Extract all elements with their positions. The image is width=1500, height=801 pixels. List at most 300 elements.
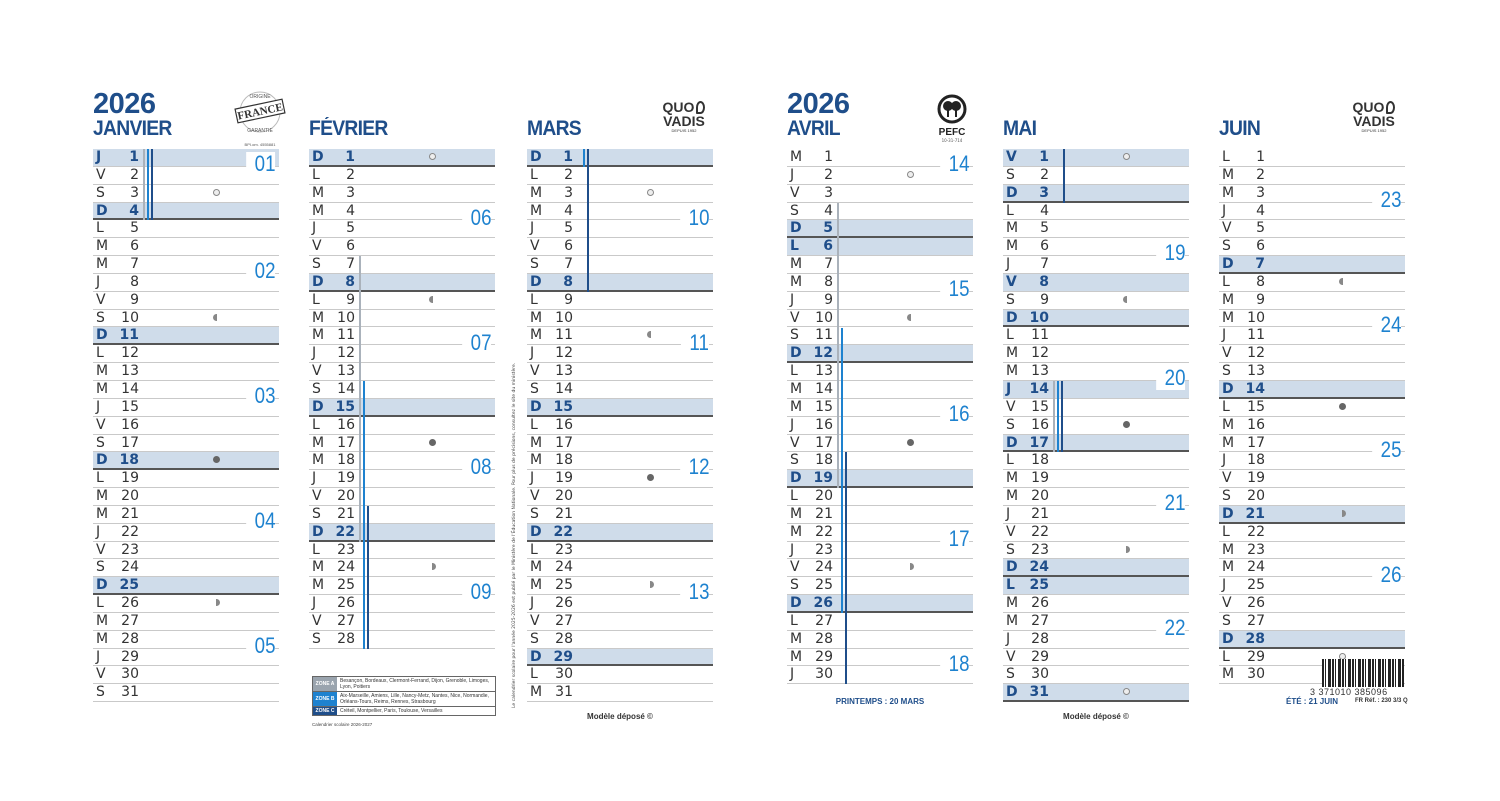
quovadis-line2: VADIS: [663, 113, 705, 129]
day-number: 15: [121, 398, 139, 415]
day-row[interactable]: [787, 363, 973, 381]
weekday-letter: V: [1006, 149, 1017, 165]
day-number: 17: [1247, 434, 1265, 451]
day-row[interactable]: [527, 256, 713, 274]
weekday-letter: L: [312, 416, 320, 433]
weekday-letter: D: [96, 452, 108, 469]
day-row[interactable]: [309, 631, 495, 649]
month-name: AVRIL: [787, 117, 840, 140]
day-number: 26: [813, 595, 833, 612]
day-number: 11: [815, 327, 833, 344]
day-number: 27: [121, 612, 139, 629]
weekday-letter: J: [1006, 630, 1011, 647]
day-row[interactable]: [527, 274, 713, 292]
weekday-letter: L: [96, 220, 104, 237]
day-number: 28: [1245, 630, 1265, 647]
day-row[interactable]: [309, 435, 495, 453]
day-row[interactable]: [527, 684, 713, 702]
day-number: 14: [1245, 380, 1265, 397]
day-number: 8: [345, 273, 355, 290]
weekday-letter: M: [96, 363, 109, 380]
weekday-letter: M: [1222, 184, 1235, 201]
weekday-letter: J: [790, 541, 795, 558]
week-number: 09: [462, 580, 491, 604]
day-row[interactable]: [787, 256, 973, 274]
school-holiday-zone-c-line: [587, 149, 589, 292]
day-row[interactable]: [1219, 220, 1405, 238]
weekday-letter: J: [790, 416, 795, 433]
day-row[interactable]: [93, 595, 279, 613]
weekday-letter: J: [530, 595, 535, 612]
day-row[interactable]: [309, 256, 495, 274]
day-row[interactable]: [309, 238, 495, 256]
day-row[interactable]: [1003, 595, 1189, 613]
day-number: 12: [1247, 345, 1265, 362]
day-number: 28: [121, 630, 139, 647]
quovadis-line1-juin: QUO: [1352, 99, 1385, 115]
day-number: 23: [337, 541, 355, 558]
school-holiday-zone-c-line: [845, 452, 847, 684]
weekday-letter: L: [530, 291, 538, 308]
day-row[interactable]: [527, 666, 713, 684]
day-row[interactable]: [527, 649, 713, 667]
moon-lq-icon: [647, 331, 654, 338]
day-number: 12: [121, 345, 139, 362]
week-number: 08: [462, 455, 491, 479]
day-row[interactable]: [309, 542, 495, 560]
weekday-letter: S: [790, 202, 799, 219]
weekday-letter: V: [96, 541, 106, 558]
day-number: 2: [130, 166, 139, 183]
day-number: 10: [1029, 309, 1049, 326]
day-number: 26: [555, 595, 573, 612]
week-number: 05: [246, 634, 275, 658]
day-row[interactable]: [1219, 345, 1405, 363]
day-number: 2: [824, 166, 833, 183]
day-row[interactable]: [1219, 595, 1405, 613]
week-number: 23: [1372, 188, 1401, 212]
day-row[interactable]: [527, 381, 713, 399]
day-row[interactable]: [309, 381, 495, 399]
weekday-letter: D: [1222, 256, 1234, 273]
day-row[interactable]: [1003, 399, 1189, 417]
day-row[interactable]: [787, 488, 973, 506]
weekday-letter: M: [530, 577, 543, 594]
day-row[interactable]: [1003, 203, 1189, 221]
day-row[interactable]: [787, 345, 973, 363]
weekday-letter: L: [790, 488, 798, 505]
day-row[interactable]: [93, 345, 279, 363]
weekday-letter: M: [312, 434, 325, 451]
day-row[interactable]: [527, 238, 713, 256]
day-number: 22: [335, 523, 355, 540]
day-row[interactable]: [1003, 470, 1189, 488]
day-number: 9: [346, 291, 355, 308]
day-row[interactable]: [309, 167, 495, 185]
day-row[interactable]: [1219, 417, 1405, 435]
day-row[interactable]: [1003, 327, 1189, 345]
day-row[interactable]: [787, 185, 973, 203]
day-number: 20: [1031, 488, 1049, 505]
school-holiday-zone-b-line: [1057, 381, 1059, 452]
day-row[interactable]: [1219, 524, 1405, 542]
day-row[interactable]: [527, 292, 713, 310]
weekday-letter: J: [530, 220, 535, 237]
day-number: 4: [824, 202, 833, 219]
day-row[interactable]: [309, 185, 495, 203]
day-row[interactable]: [1219, 488, 1405, 506]
days-list: [527, 149, 713, 702]
day-row[interactable]: [93, 310, 279, 328]
day-row[interactable]: [309, 506, 495, 524]
week-number: 25: [1372, 438, 1401, 462]
day-row[interactable]: [527, 488, 713, 506]
weekday-letter: V: [1222, 220, 1232, 237]
day-row[interactable]: [1219, 470, 1405, 488]
day-row[interactable]: [1219, 613, 1405, 631]
day-row[interactable]: [1219, 238, 1405, 256]
weekday-letter: L: [312, 291, 320, 308]
weekday-letter: M: [530, 327, 543, 344]
day-number: 27: [1247, 612, 1265, 629]
day-row[interactable]: [93, 666, 279, 684]
day-row[interactable]: [1003, 292, 1189, 310]
day-row[interactable]: [309, 310, 495, 328]
day-row[interactable]: [93, 292, 279, 310]
day-number: 14: [815, 380, 833, 397]
day-row[interactable]: [93, 542, 279, 560]
day-row[interactable]: [787, 381, 973, 399]
day-number: 19: [121, 470, 139, 487]
zone-b-cities: Aix-Marseille, Amiens, Lille, Nancy-Metz, Nantes, Nice, Normandie, Orléans-Tours, Reims, Rennes, Strasbourg: [340, 693, 489, 705]
day-row[interactable]: [527, 363, 713, 381]
school-holiday-zone-a-line: [837, 203, 839, 489]
weekday-letter: S: [1222, 488, 1231, 505]
day-number: 24: [121, 559, 139, 576]
day-number: 29: [1031, 648, 1049, 665]
weekday-letter: M: [1222, 666, 1235, 683]
moon-new-icon: [429, 439, 436, 446]
weekday-letter: V: [1006, 648, 1016, 665]
day-number: 5: [130, 220, 139, 237]
day-row[interactable]: [1219, 292, 1405, 310]
weekday-letter: L: [1222, 149, 1230, 165]
day-row[interactable]: [527, 613, 713, 631]
day-row[interactable]: [93, 470, 279, 488]
day-row[interactable]: [527, 417, 713, 435]
day-row[interactable]: [1003, 666, 1189, 684]
zone-b-row: [313, 692, 495, 707]
weekday-letter: D: [530, 273, 542, 290]
day-row[interactable]: [93, 363, 279, 381]
day-row[interactable]: [527, 310, 713, 328]
weekday-letter: S: [312, 630, 321, 647]
day-row[interactable]: [309, 524, 495, 542]
day-row[interactable]: [93, 577, 279, 595]
day-row[interactable]: [309, 274, 495, 292]
day-row[interactable]: [527, 149, 713, 167]
day-row[interactable]: [787, 559, 973, 577]
quovadis-line2-juin: VADIS: [1353, 113, 1395, 129]
day-row[interactable]: [527, 399, 713, 417]
weekday-letter: J: [1006, 256, 1011, 273]
weekday-letter: L: [790, 612, 798, 629]
day-row[interactable]: [1219, 149, 1405, 167]
weekday-letter: S: [530, 630, 539, 647]
week-number: 03: [246, 384, 275, 408]
day-row[interactable]: [787, 220, 973, 238]
day-number: 18: [1247, 452, 1265, 469]
day-row[interactable]: [309, 399, 495, 417]
weekday-letter: D: [1006, 559, 1018, 576]
day-row[interactable]: [1219, 506, 1405, 524]
moon-fq-icon: [1339, 510, 1346, 517]
day-row[interactable]: [309, 417, 495, 435]
day-row[interactable]: [527, 167, 713, 185]
week-number: 20: [1156, 366, 1185, 390]
day-row[interactable]: [1219, 256, 1405, 274]
weekday-letter: M: [312, 327, 325, 344]
day-row[interactable]: [787, 238, 973, 256]
day-row[interactable]: [1003, 417, 1189, 435]
day-row[interactable]: [527, 542, 713, 560]
day-row[interactable]: [1219, 631, 1405, 649]
day-row[interactable]: [93, 684, 279, 702]
weekday-letter: D: [530, 398, 542, 415]
day-row[interactable]: [787, 631, 973, 649]
day-number: 3: [1039, 184, 1049, 201]
week-number: 18: [940, 652, 969, 676]
month-footer: ÉTÉ : 21 JUIN: [1285, 697, 1338, 706]
day-number: 23: [815, 541, 833, 558]
weekday-letter: S: [96, 434, 105, 451]
day-row[interactable]: [787, 470, 973, 488]
day-row[interactable]: [1219, 399, 1405, 417]
week-number: 24: [1372, 313, 1401, 337]
day-number: 6: [346, 238, 355, 255]
day-number: 22: [1031, 523, 1049, 540]
day-number: 13: [337, 363, 355, 380]
quovadis-line1: QUO: [662, 99, 695, 115]
day-row[interactable]: [527, 559, 713, 577]
weekday-letter: J: [312, 345, 317, 362]
day-row[interactable]: [93, 452, 279, 470]
day-row[interactable]: [1003, 452, 1189, 470]
day-row[interactable]: [93, 327, 279, 345]
weekday-letter: M: [1222, 559, 1235, 576]
day-number: 1: [824, 149, 833, 165]
weekday-letter: J: [312, 470, 317, 487]
week-number: 15: [940, 277, 969, 301]
day-number: 4: [1040, 202, 1049, 219]
weekday-letter: V: [1222, 595, 1232, 612]
day-row[interactable]: [527, 524, 713, 542]
weekday-letter: J: [1006, 505, 1011, 522]
day-number: 3: [1256, 184, 1265, 201]
day-row[interactable]: [787, 452, 973, 470]
day-number: 16: [815, 416, 833, 433]
day-row[interactable]: [527, 631, 713, 649]
weekday-letter: V: [96, 166, 106, 183]
day-row[interactable]: [787, 506, 973, 524]
day-number: 5: [564, 220, 573, 237]
day-row[interactable]: [1003, 345, 1189, 363]
weekday-letter: J: [1006, 380, 1012, 397]
day-row[interactable]: [527, 506, 713, 524]
day-row[interactable]: [93, 220, 279, 238]
day-number: 31: [1029, 684, 1049, 701]
day-row[interactable]: [1003, 167, 1189, 185]
day-number: 10: [1247, 309, 1265, 326]
weekday-letter: D: [312, 149, 324, 165]
weekday-letter: M: [790, 149, 803, 165]
day-number: 23: [121, 541, 139, 558]
day-row[interactable]: [1003, 649, 1189, 667]
month-footer: Modèle déposé ©: [1063, 712, 1129, 721]
day-row[interactable]: [309, 488, 495, 506]
day-number: 30: [121, 666, 139, 683]
day-row[interactable]: [787, 327, 973, 345]
day-number: 1: [1256, 149, 1265, 165]
weekday-letter: L: [1222, 648, 1230, 665]
weekday-letter: M: [530, 309, 543, 326]
weekday-letter: M: [1006, 595, 1019, 612]
school-holiday-zone-c-line: [367, 506, 369, 649]
day-number: 20: [815, 488, 833, 505]
day-number: 29: [121, 648, 139, 665]
day-row[interactable]: [93, 238, 279, 256]
weekday-letter: S: [1006, 541, 1015, 558]
day-row[interactable]: [309, 613, 495, 631]
weekday-letter: M: [1222, 166, 1235, 183]
day-number: 16: [1247, 416, 1265, 433]
day-row[interactable]: [527, 185, 713, 203]
day-row[interactable]: [1003, 149, 1189, 167]
day-number: 25: [555, 577, 573, 594]
day-number: 20: [1247, 488, 1265, 505]
weekday-letter: J: [790, 291, 795, 308]
day-number: 20: [555, 488, 573, 505]
day-row[interactable]: [309, 363, 495, 381]
weekday-letter: M: [530, 434, 543, 451]
day-row[interactable]: [1219, 274, 1405, 292]
weekday-letter: L: [1222, 398, 1230, 415]
moon-lq-icon: [213, 314, 220, 321]
day-row[interactable]: [1003, 542, 1189, 560]
day-row[interactable]: [1219, 167, 1405, 185]
weekday-letter: V: [312, 363, 322, 380]
day-number: 29: [1247, 648, 1265, 665]
weekday-letter: S: [1006, 666, 1015, 683]
day-row[interactable]: [1003, 684, 1189, 702]
day-row[interactable]: [309, 559, 495, 577]
weekday-letter: M: [312, 452, 325, 469]
day-row[interactable]: [1003, 524, 1189, 542]
day-row[interactable]: [93, 488, 279, 506]
day-row[interactable]: [787, 577, 973, 595]
weekday-letter: M: [96, 238, 109, 255]
day-row[interactable]: [1003, 220, 1189, 238]
leaf-icon: [696, 101, 705, 114]
day-number: 7: [1255, 256, 1265, 273]
zone-c-tag: ZONE C: [313, 707, 337, 715]
weekday-letter: M: [530, 184, 543, 201]
day-row[interactable]: [1219, 363, 1405, 381]
day-number: 17: [555, 434, 573, 451]
day-row[interactable]: [93, 417, 279, 435]
day-number: 20: [337, 488, 355, 505]
moon-new-icon: [1339, 403, 1346, 410]
day-row[interactable]: [1003, 274, 1189, 292]
day-row[interactable]: [309, 149, 495, 167]
day-row[interactable]: [787, 595, 973, 613]
day-number: 14: [555, 380, 573, 397]
day-row[interactable]: [787, 310, 973, 328]
day-number: 3: [824, 184, 833, 201]
weekday-letter: V: [1222, 345, 1232, 362]
day-number: 16: [337, 416, 355, 433]
day-row[interactable]: [309, 292, 495, 310]
pefc-logo: [930, 94, 974, 143]
month-name: FÉVRIER: [309, 117, 388, 140]
day-number: 10: [337, 309, 355, 326]
day-row[interactable]: [787, 203, 973, 221]
weekday-letter: D: [1222, 630, 1234, 647]
day-number: 15: [1247, 398, 1265, 415]
day-number: 14: [337, 380, 355, 397]
day-number: 10: [121, 309, 139, 326]
week-number: 14: [940, 152, 969, 176]
quovadis-sub: DEPUIS 1952: [671, 128, 697, 133]
day-row[interactable]: [93, 435, 279, 453]
day-number: 13: [121, 363, 139, 380]
weekday-letter: J: [530, 345, 535, 362]
moon-new-icon: [213, 456, 220, 463]
weekday-letter: M: [530, 202, 543, 219]
day-row[interactable]: [527, 435, 713, 453]
day-row[interactable]: [787, 435, 973, 453]
day-row[interactable]: [1219, 542, 1405, 560]
day-number: 14: [121, 380, 139, 397]
day-row[interactable]: [93, 613, 279, 631]
school-zones-table: [312, 676, 496, 716]
day-row[interactable]: [1003, 185, 1189, 203]
weekday-letter: S: [1222, 238, 1231, 255]
day-number: 4: [1256, 202, 1265, 219]
day-number: 21: [1031, 505, 1049, 522]
day-number: 19: [1031, 470, 1049, 487]
day-row[interactable]: [93, 559, 279, 577]
day-row[interactable]: [1003, 577, 1189, 595]
moon-new-icon: [647, 474, 654, 481]
weekday-letter: M: [312, 309, 325, 326]
week-number: 12: [680, 455, 709, 479]
moon-fq-icon: [907, 563, 914, 570]
day-number: 22: [553, 523, 573, 540]
day-row[interactable]: [1003, 559, 1189, 577]
day-row[interactable]: [1003, 435, 1189, 453]
day-row[interactable]: [1003, 310, 1189, 328]
weekday-letter: V: [530, 363, 540, 380]
pefc-tree-icon: [933, 94, 971, 124]
day-row[interactable]: [1219, 381, 1405, 399]
day-row[interactable]: [787, 613, 973, 631]
day-row[interactable]: [93, 203, 279, 221]
day-number: 13: [1247, 363, 1265, 380]
weekday-letter: V: [1006, 523, 1016, 540]
weekday-letter: D: [790, 345, 802, 362]
day-row[interactable]: [93, 185, 279, 203]
